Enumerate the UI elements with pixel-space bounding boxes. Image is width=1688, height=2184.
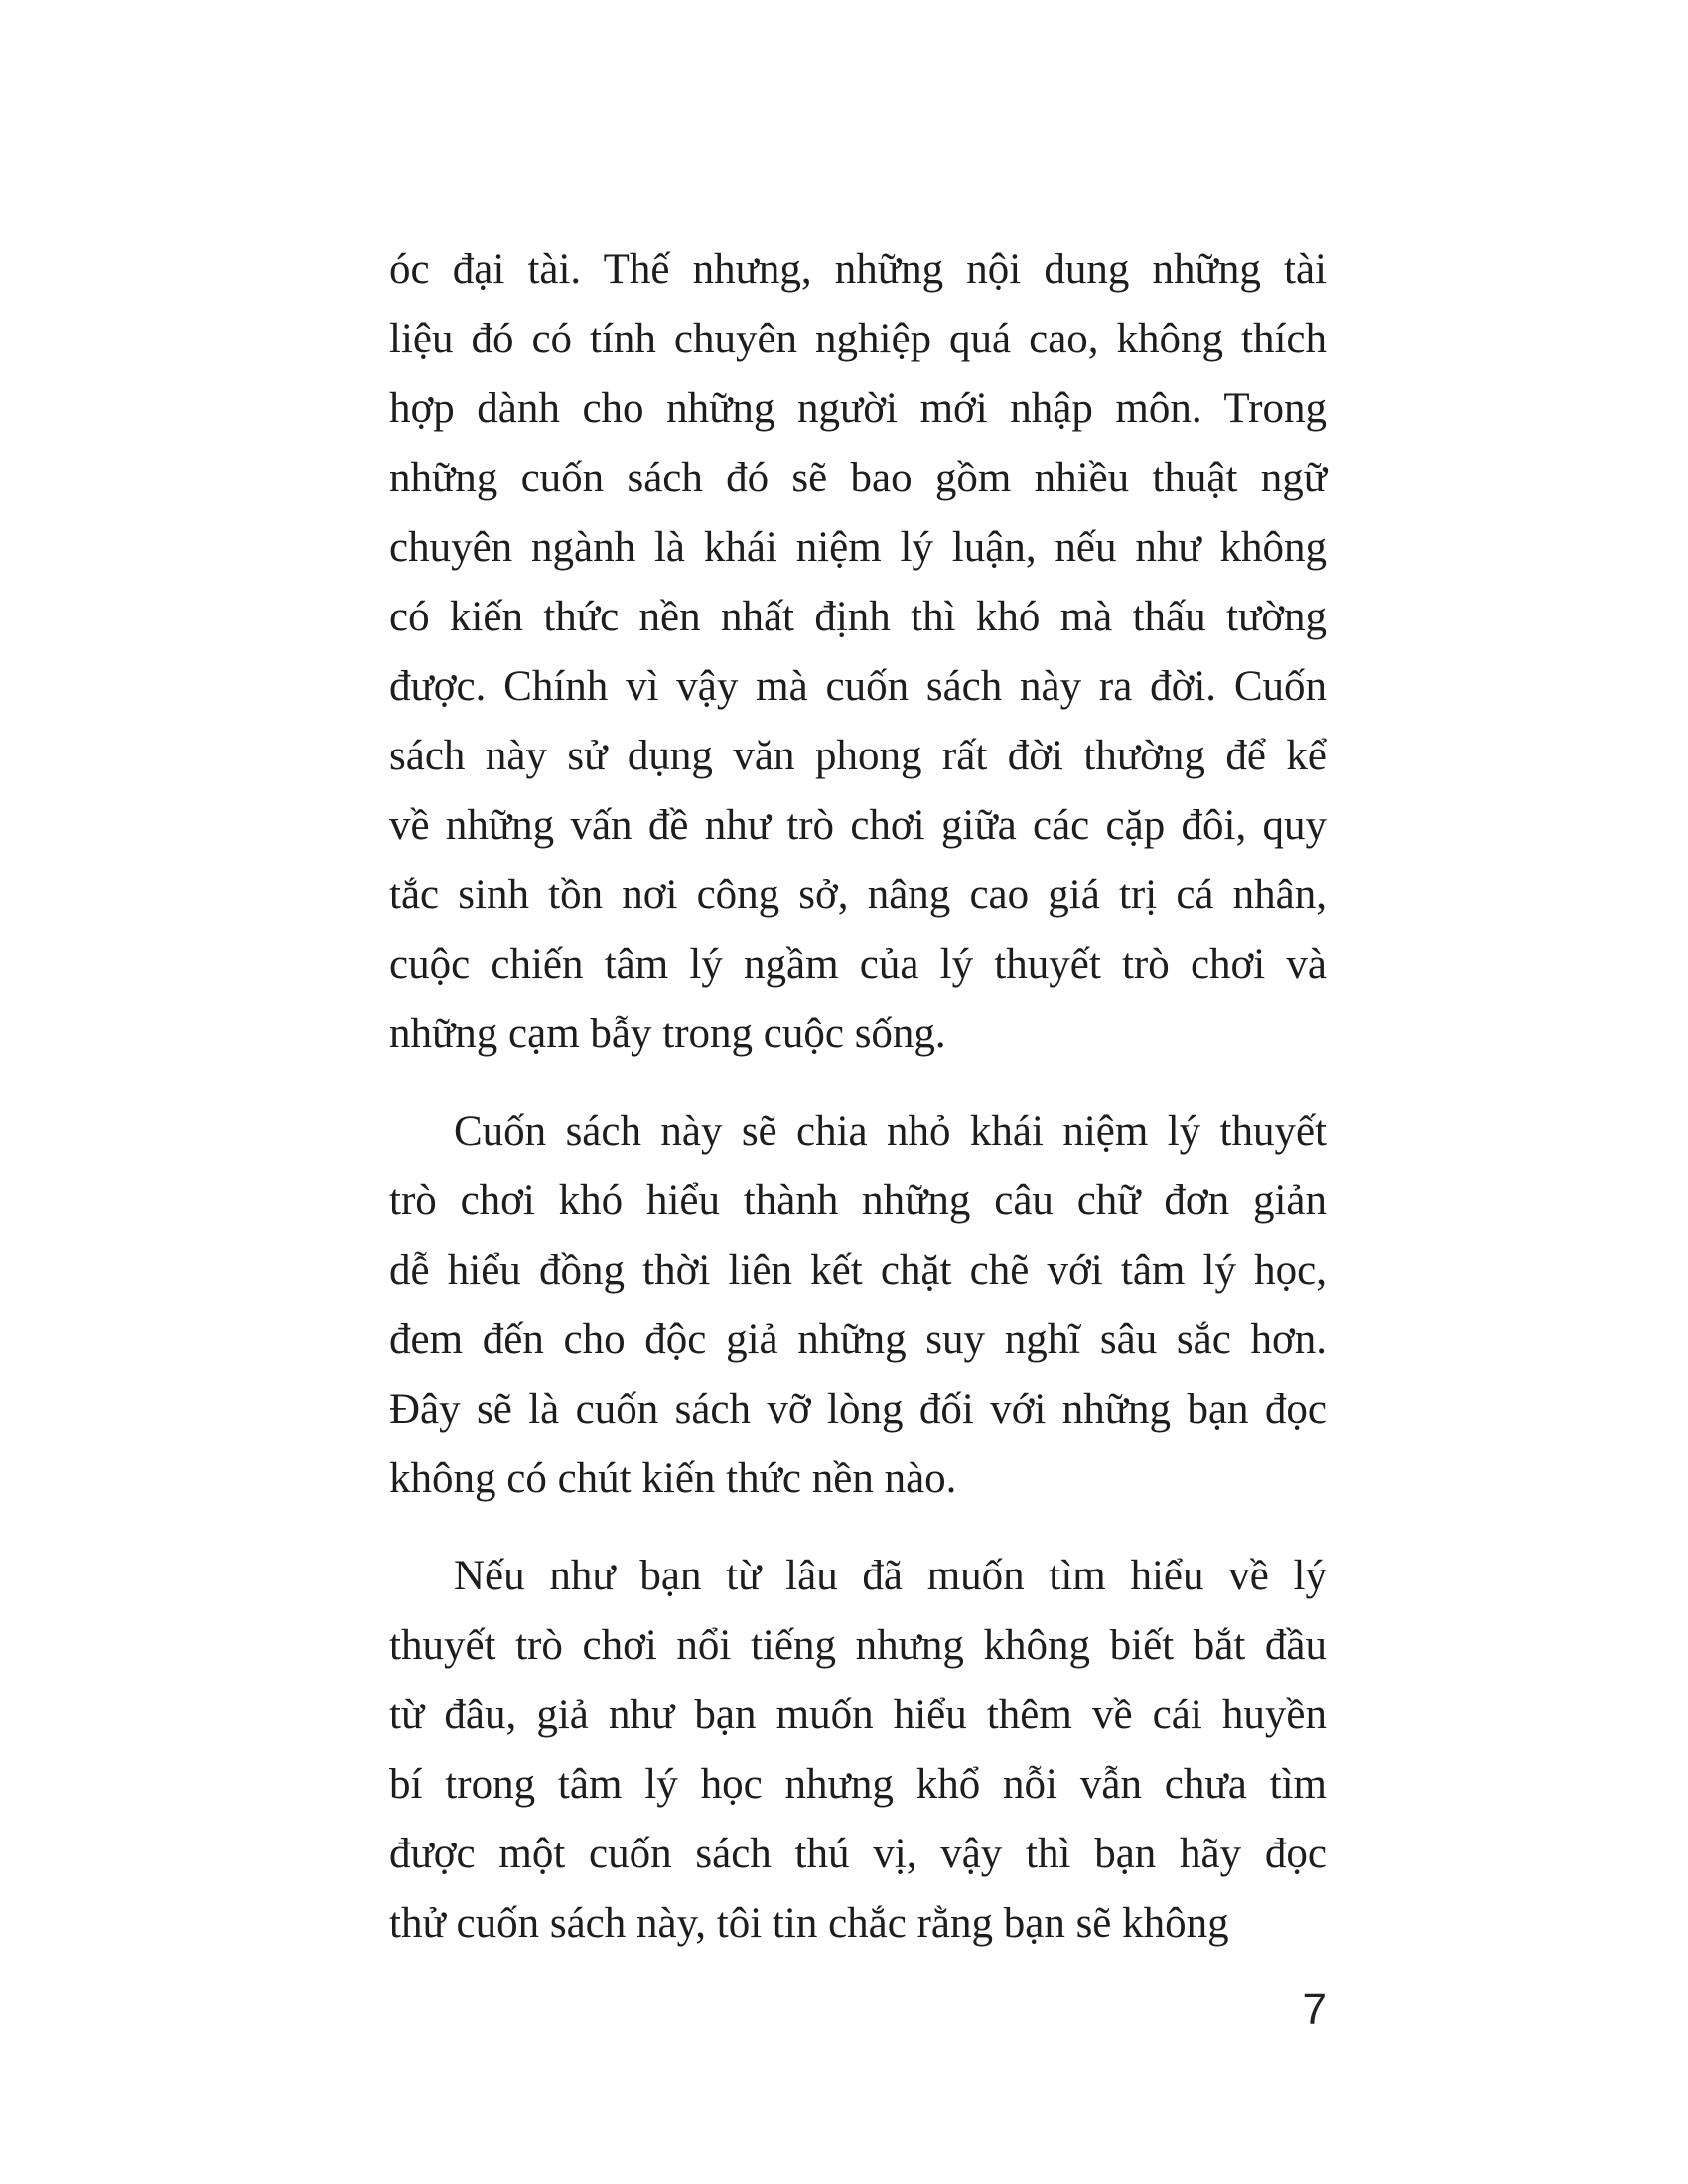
- text-line: bí trong tâm lý học nhưng khổ nỗi vẫn chưa tìm: [389, 1761, 1327, 1808]
- text-line: chuyên ngành là khái niệm lý luận, nếu như không: [389, 524, 1327, 571]
- text-line: Đây sẽ là cuốn sách vỡ lòng đối với những bạn đọc: [389, 1386, 1327, 1433]
- paragraph: [389, 235, 1327, 1069]
- page-number: 7: [1302, 1985, 1327, 2034]
- text-line: trò chơi khó hiểu thành những câu chữ đơn giản: [389, 1177, 1327, 1224]
- text-line: thử cuốn sách này, tôi tin chắc rằng bạn sẽ không: [389, 1900, 1229, 1947]
- text-line: từ đâu, giả như bạn muốn hiểu thêm về cái huyền: [389, 1692, 1327, 1738]
- text-line: được. Chính vì vậy mà cuốn sách này ra đời. Cuốn: [389, 663, 1327, 710]
- text-line: óc đại tài. Thế nhưng, những nội dung những tài: [389, 246, 1327, 293]
- paragraph: [389, 1542, 1327, 1959]
- text-line: có kiến thức nền nhất định thì khó mà thấu tường: [389, 594, 1327, 640]
- text-line: về những vấn đề như trò chơi giữa các cặp đôi, quy: [389, 802, 1327, 849]
- text-line: những cuốn sách đó sẽ bao gồm nhiều thuật ngữ: [389, 455, 1327, 501]
- text-line: những cạm bẫy trong cuộc sống.: [389, 1011, 946, 1057]
- text-line: dễ hiểu đồng thời liên kết chặt chẽ với tâm lý học,: [389, 1247, 1327, 1294]
- text-line: hợp dành cho những người mới nhập môn. Trong: [389, 385, 1327, 432]
- text-line: sách này sử dụng văn phong rất đời thường để kể: [389, 733, 1327, 779]
- text-line: liệu đó có tính chuyên nghiệp quá cao, không thích: [389, 316, 1327, 362]
- paragraph: [389, 1097, 1327, 1514]
- text-line: Nếu như bạn từ lâu đã muốn tìm hiểu về lý: [454, 1553, 1327, 1599]
- text-line: thuyết trò chơi nổi tiếng nhưng không biết bắt đầu: [389, 1622, 1327, 1669]
- text-line: đem đến cho độc giả những suy nghĩ sâu sắc hơn.: [389, 1316, 1327, 1363]
- text-line: cuộc chiến tâm lý ngầm của lý thuyết trò chơi và: [389, 941, 1327, 988]
- text-line: được một cuốn sách thú vị, vậy thì bạn hãy đọc: [389, 1831, 1327, 1877]
- text-line: Cuốn sách này sẽ chia nhỏ khái niệm lý thuyết: [454, 1108, 1327, 1155]
- text-line: tắc sinh tồn nơi công sở, nâng cao giá trị cá nhân,: [389, 872, 1327, 918]
- text-block: [389, 235, 1327, 1959]
- text-line: không có chút kiến thức nền nào.: [389, 1455, 957, 1502]
